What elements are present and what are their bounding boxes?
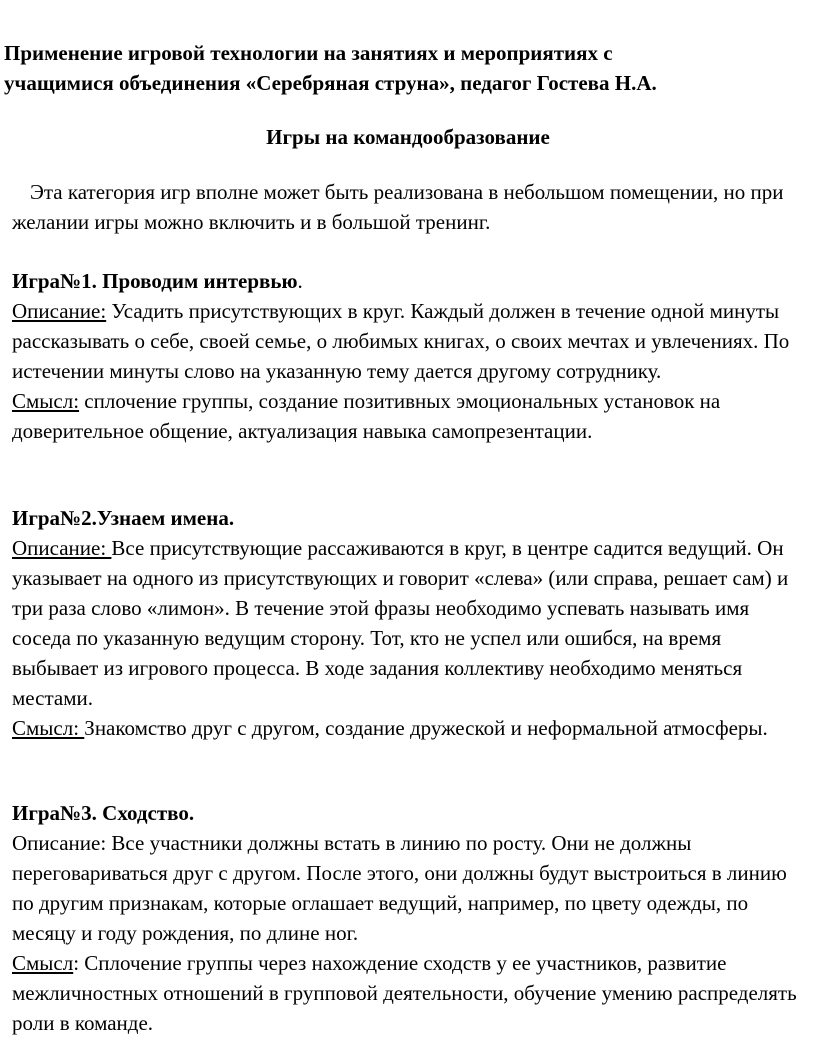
game-2-heading [12, 503, 812, 533]
game-2-description-text: Все присутствующие рассаживаются в круг, в центре садится ведущий. Он указывает на одного из присутствующих и говорит «слева» (или справа, решает сам) и три раза слово «лимон». В течение этой фразы необходимо успевать называть имя соседа по указанную ведущим сторону. Тот, кто не успел или ошибся, на время выбывает из игрового процесса. В ходе задания коллективу необходимо меняться местами. [12, 536, 789, 710]
game-2-meaning [12, 713, 812, 743]
game-1-heading-tail: . [297, 269, 303, 293]
game-3-description-label: Описание: [12, 831, 107, 855]
game-3-meaning-label: Смысл [12, 951, 74, 975]
game-3-description-text: Все участники должны встать в линию по росту. Они не должны переговариваться друг с другом. После этого, они должны будут выстроиться в линию по другим признакам, которые оглашает ведущий, например, по цвету одежды, по месяцу и году рождения, по длине ног. [12, 831, 787, 945]
game-1-description [12, 296, 812, 386]
game-3-heading-text: Игра№3. Сходство. [12, 801, 195, 825]
game-3-description [12, 828, 812, 948]
game-3 [12, 798, 812, 1038]
game-3-meaning-text: : Сплочение группы через нахождение сходств у ее участников, развитие межличностных отношений в групповой деятельности, обучение умению распределять роли в команде. [12, 951, 797, 1035]
game-1-description-text: Усадить присутствующих в круг. Каждый должен в течение одной минуты рассказывать о себе, своей семье, о любимых книгах, о своих мечтах и увлечениях. По истечении минуты слово на указанную тему дается другому сотруднику. [12, 299, 790, 383]
intro-paragraph: Эта категория игр вполне может быть реализована в небольшом помещении, но при желании игры можно включить и в большой тренинг. [12, 180, 784, 234]
game-3-heading [12, 798, 812, 828]
game-2 [12, 503, 812, 743]
game-2-meaning-text: Знакомство друг с другом, создание дружеской и неформальной атмосферы. [84, 716, 768, 740]
game-2-description [12, 533, 812, 713]
title-line-1: Применение игровой технологии на занятиях и мероприятиях с [4, 41, 613, 65]
title-line-2: учащимися объединения «Серебряная струна», педагог Гостева Н.А. [4, 71, 657, 95]
game-1 [12, 266, 812, 446]
game-1-description-label: Описание: [12, 299, 107, 323]
game-1-meaning-text: сплочение группы, создание позитивных эмоциональных установок на доверительное общение, актуализация навыка самопрезентации. [12, 389, 721, 443]
game-1-heading [12, 266, 812, 296]
game-3-meaning [12, 948, 812, 1038]
game-2-description-label: Описание: [12, 536, 112, 560]
game-2-heading-text: Игра№2.Узнаем имена. [12, 506, 235, 530]
game-2-meaning-label: Смысл: [12, 716, 85, 740]
document-title [4, 38, 804, 98]
game-1-meaning [12, 386, 812, 446]
section-title: Игры на командообразование [266, 125, 550, 149]
game-1-heading-text: Игра№1. Проводим интервью [12, 269, 298, 293]
game-1-meaning-label: Смысл: [12, 389, 80, 413]
